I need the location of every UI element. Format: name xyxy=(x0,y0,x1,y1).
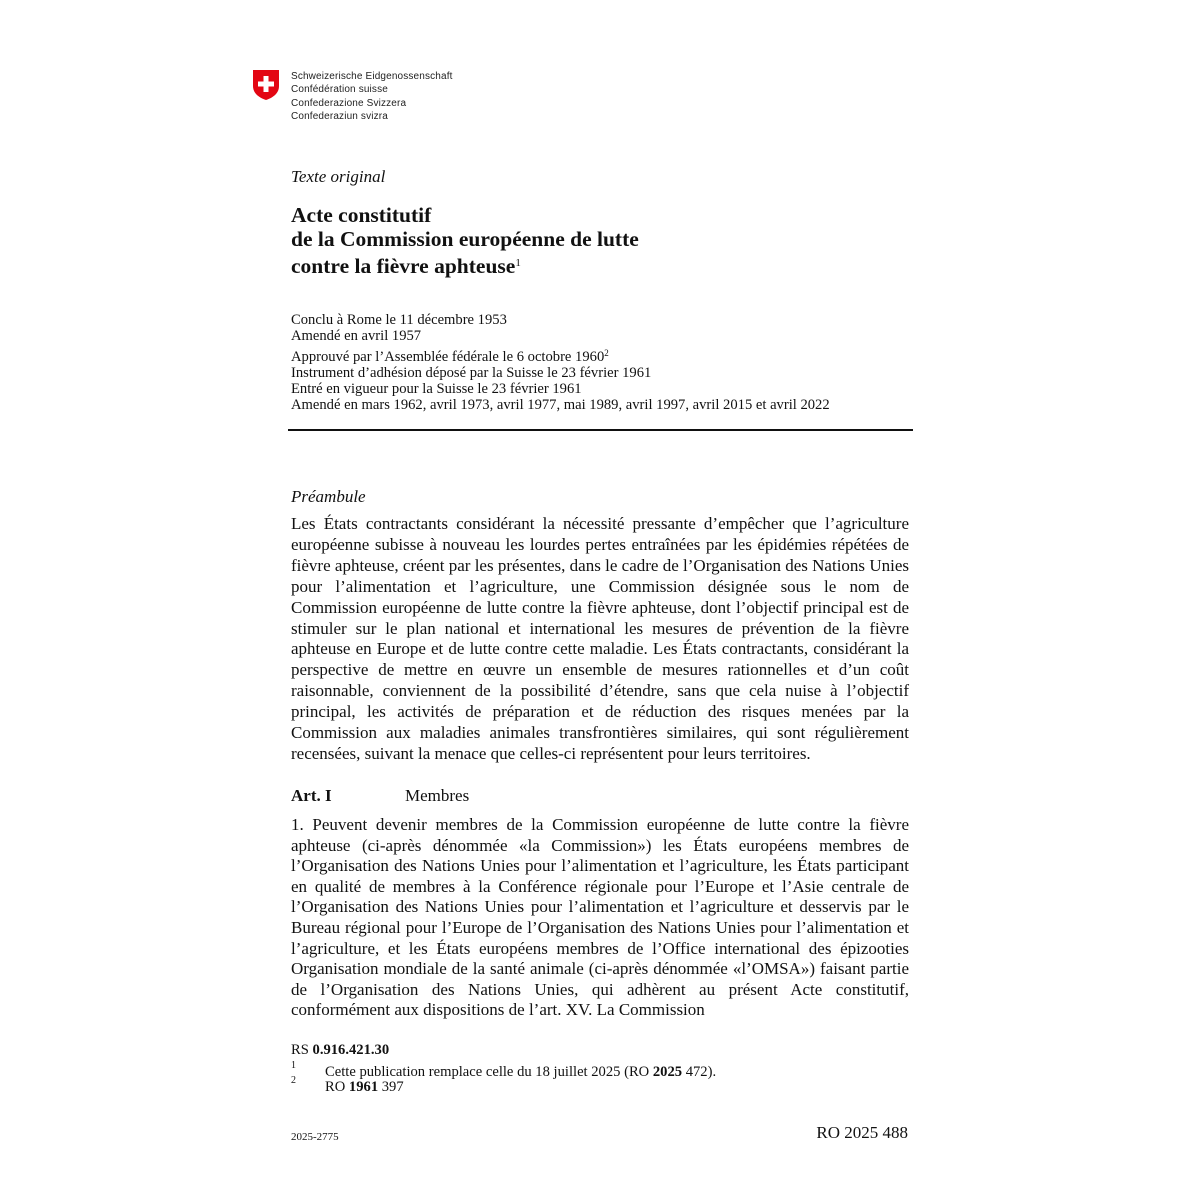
document-metadata xyxy=(291,312,909,414)
confederation-name-rm: Confederaziun svizra xyxy=(291,111,388,123)
rs-value: 0.916.421.30 xyxy=(312,1042,390,1058)
article-number: Art. I xyxy=(291,786,332,805)
meta-line: Amendé en mars 1962, avril 1973, avril 1977, mai 1989, avril 1997, avril 2015 et avril 2022 xyxy=(291,397,830,414)
confederation-name-it: Confederazione Svizzera xyxy=(291,97,407,109)
footnote-text-bold: 2025 xyxy=(652,1064,683,1080)
rs-prefix: RS xyxy=(291,1042,309,1058)
page-id: 2025-2775 xyxy=(291,1131,339,1143)
article-text: 1. Peuvent devenir membres de la Commission européenne de lutte contre la fièvre aphteuse (ci-après dénommée «la Commission») les États européens membres de l’Organisation des Nations Unies pour l’alimentation et l’agriculture, les États participant en qualité de membres à la Conférence régionale pour l’Europe et l’Asie centrale de l’Organisation des Nations Unies pour l’alimentation et l’agriculture et desservis par le Bureau régional pour l’Europe de l’Organisation des Nations Unies pour l’alimentation et l’agriculture, et les États européens membres de l’Office international des épizooties Organisation mondiale de la santé animale (ci-après dénommée «l’OMSA») faisant partie de l’Organisation des Nations Unies, qui adhèrent au présent Acte constitutif, conformément aux dispositions de l’art. XV. La Commission xyxy=(291,815,909,1020)
ro-reference: RO 2025 488 xyxy=(816,1123,908,1142)
footnote-number: 1 xyxy=(291,1060,296,1071)
footnote-text-bold: 1961 xyxy=(348,1079,379,1095)
meta-line: Entré en vigueur pour la Suisse le 23 février 1961 xyxy=(291,381,582,398)
title-line xyxy=(291,251,909,278)
original-text-label: Texte original xyxy=(291,167,386,186)
confederation-names xyxy=(291,70,453,124)
document-title xyxy=(291,203,909,278)
section-divider xyxy=(288,429,913,431)
meta-line: Instrument d’adhésion déposé par la Suisse le 23 février 1961 xyxy=(291,364,652,381)
preamble-title: Préambule xyxy=(291,487,366,506)
meta-line: Conclu à Rome le 11 décembre 1953 xyxy=(291,312,507,328)
title-line: de la Commission européenne de lutte xyxy=(291,227,639,251)
article-title: Membres xyxy=(405,786,470,805)
title-line: Acte constitutif xyxy=(291,203,432,227)
meta-line: Amendé en avril 1957 xyxy=(291,328,422,345)
confederation-name-fr: Confédération suisse xyxy=(291,84,388,96)
meta-line-text: Approuvé par l’Assemblée fédérale le 6 octobre 1960 xyxy=(291,348,605,365)
title-line-text: contre la fièvre aphteuse xyxy=(291,254,516,278)
footnote-ref-1[interactable]: 1 xyxy=(515,257,521,269)
confederation-name-de: Schweizerische Eidgenossenschaft xyxy=(291,71,453,82)
meta-line xyxy=(291,345,909,365)
footnote-text xyxy=(325,1079,404,1096)
rs-number xyxy=(291,1042,909,1059)
footnote-text-after: 472). xyxy=(682,1064,717,1080)
preamble-text: Les États contractants considérant la nécessité pressante d’empêcher que l’agriculture européenne subisse à nouveau les lourdes pertes entraînées par les épidémies répétées de fièvre aphteuse, créent par les présentes, dans le cadre de l’Organisation des Nations Unies pour l’alimentation et l’agriculture, une Commission désignée sous le nom de Commission européenne de lutte contre la fièvre aphteuse, dont l’objectif principal est de stimuler sur le plan national et international les mesures de prévention de la fièvre aphteuse en Europe et de lutte contre cette maladie. Les États contractants, considérant la perspective de mettre en œuvre un ensemble de mesures rationnelles et d’un coût raisonnable, conviennent de la possibilité d’étendre, sans que cela nuise à l’objectif principal, les activités de préparation et de réduction des risques menées par la Commission aux maladies animales transfrontières similaires, qui sont régulièrement recensées, suivant la menace que celles-ci représentent pour leurs territoires. xyxy=(291,514,909,763)
footnote-text-before: Cette publication remplace celle du 18 juillet 2025 (RO xyxy=(325,1064,653,1080)
footnote-text-before: RO xyxy=(325,1079,349,1095)
footnote-text-after: 397 xyxy=(378,1079,404,1095)
footnote-number: 2 xyxy=(291,1075,296,1086)
confederation-header xyxy=(252,69,453,124)
swiss-coat-of-arms-icon xyxy=(252,69,280,101)
article-heading xyxy=(291,786,909,806)
footnote-ref-2[interactable]: 2 xyxy=(604,347,609,358)
